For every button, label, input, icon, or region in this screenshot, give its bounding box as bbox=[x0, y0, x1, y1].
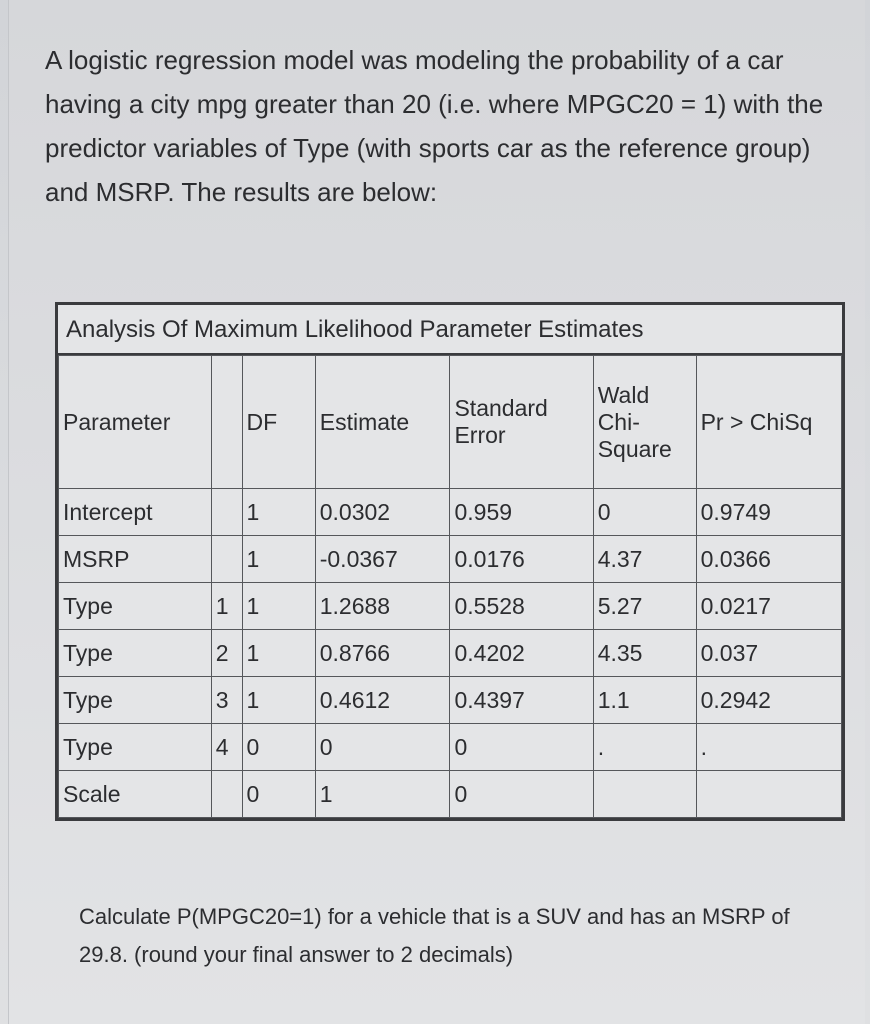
cell-p: 0.037 bbox=[696, 630, 841, 677]
table-row bbox=[59, 583, 842, 630]
cell-std-error: 0.4202 bbox=[450, 630, 593, 677]
cell-df: 1 bbox=[242, 630, 315, 677]
cell-std-error: 0.959 bbox=[450, 489, 593, 536]
cell-level bbox=[211, 489, 242, 536]
cell-wald bbox=[593, 771, 696, 818]
cell-wald: 4.35 bbox=[593, 630, 696, 677]
cell-df: 1 bbox=[242, 677, 315, 724]
header-estimate: Estimate bbox=[315, 356, 450, 489]
estimates-grid bbox=[58, 355, 842, 818]
cell-df: 1 bbox=[242, 536, 315, 583]
cell-level: 4 bbox=[211, 724, 242, 771]
table-row bbox=[59, 724, 842, 771]
calculation-prompt: Calculate P(MPGC20=1) for a vehicle that is a SUV and has an MSRP of 29.8. (round your final answer to 2 decimals) bbox=[79, 904, 790, 967]
cell-p: . bbox=[696, 724, 841, 771]
cell-p: 0.0366 bbox=[696, 536, 841, 583]
cell-df: 1 bbox=[242, 583, 315, 630]
cell-parameter: Type bbox=[59, 583, 212, 630]
table-header-row bbox=[59, 356, 842, 489]
cell-parameter: MSRP bbox=[59, 536, 212, 583]
cell-std-error: 0 bbox=[450, 724, 593, 771]
cell-level: 1 bbox=[211, 583, 242, 630]
cell-estimate: -0.0367 bbox=[315, 536, 450, 583]
cell-std-error: 0.4397 bbox=[450, 677, 593, 724]
cell-wald: 1.1 bbox=[593, 677, 696, 724]
cell-estimate: 0.0302 bbox=[315, 489, 450, 536]
cell-std-error: 0.5528 bbox=[450, 583, 593, 630]
question-intro: A logistic regression model was modeling the probability of a car having a city mpg greater than 20 (i.e. where MPGC20 = 1) with the predictor variables of Type (with sports car as the reference group) and MSRP. The results are below: bbox=[45, 45, 824, 207]
header-std-error: Standard Error bbox=[450, 356, 593, 489]
cell-wald: 4.37 bbox=[593, 536, 696, 583]
cell-estimate: 0.4612 bbox=[315, 677, 450, 724]
header-p-value: Pr > ChiSq bbox=[696, 356, 841, 489]
cell-df: 1 bbox=[242, 489, 315, 536]
table-row bbox=[59, 677, 842, 724]
cell-level: 2 bbox=[211, 630, 242, 677]
cell-p: 0.9749 bbox=[696, 489, 841, 536]
parameter-estimates-table bbox=[55, 302, 845, 821]
cell-std-error: 0.0176 bbox=[450, 536, 593, 583]
question-page bbox=[8, 0, 865, 1024]
cell-level bbox=[211, 536, 242, 583]
cell-df: 0 bbox=[242, 724, 315, 771]
header-df: DF bbox=[242, 356, 315, 489]
table-row bbox=[59, 771, 842, 818]
table-row bbox=[59, 489, 842, 536]
cell-level bbox=[211, 771, 242, 818]
cell-estimate: 1.2688 bbox=[315, 583, 450, 630]
cell-parameter: Type bbox=[59, 677, 212, 724]
cell-wald: . bbox=[593, 724, 696, 771]
cell-estimate: 0 bbox=[315, 724, 450, 771]
cell-p bbox=[696, 771, 841, 818]
table-title: Analysis Of Maximum Likelihood Parameter Estimates bbox=[58, 305, 842, 355]
cell-wald: 5.27 bbox=[593, 583, 696, 630]
header-wald: Wald Chi-Square bbox=[593, 356, 696, 489]
cell-p: 0.2942 bbox=[696, 677, 841, 724]
cell-estimate: 1 bbox=[315, 771, 450, 818]
cell-estimate: 0.8766 bbox=[315, 630, 450, 677]
cell-level: 3 bbox=[211, 677, 242, 724]
cell-parameter: Type bbox=[59, 724, 212, 771]
table-row bbox=[59, 536, 842, 583]
cell-parameter: Scale bbox=[59, 771, 212, 818]
cell-parameter: Type bbox=[59, 630, 212, 677]
cell-wald: 0 bbox=[593, 489, 696, 536]
header-parameter: Parameter bbox=[59, 356, 212, 489]
cell-p: 0.0217 bbox=[696, 583, 841, 630]
cell-std-error: 0 bbox=[450, 771, 593, 818]
cell-df: 0 bbox=[242, 771, 315, 818]
header-level bbox=[211, 356, 242, 489]
cell-parameter: Intercept bbox=[59, 489, 212, 536]
table-row bbox=[59, 630, 842, 677]
